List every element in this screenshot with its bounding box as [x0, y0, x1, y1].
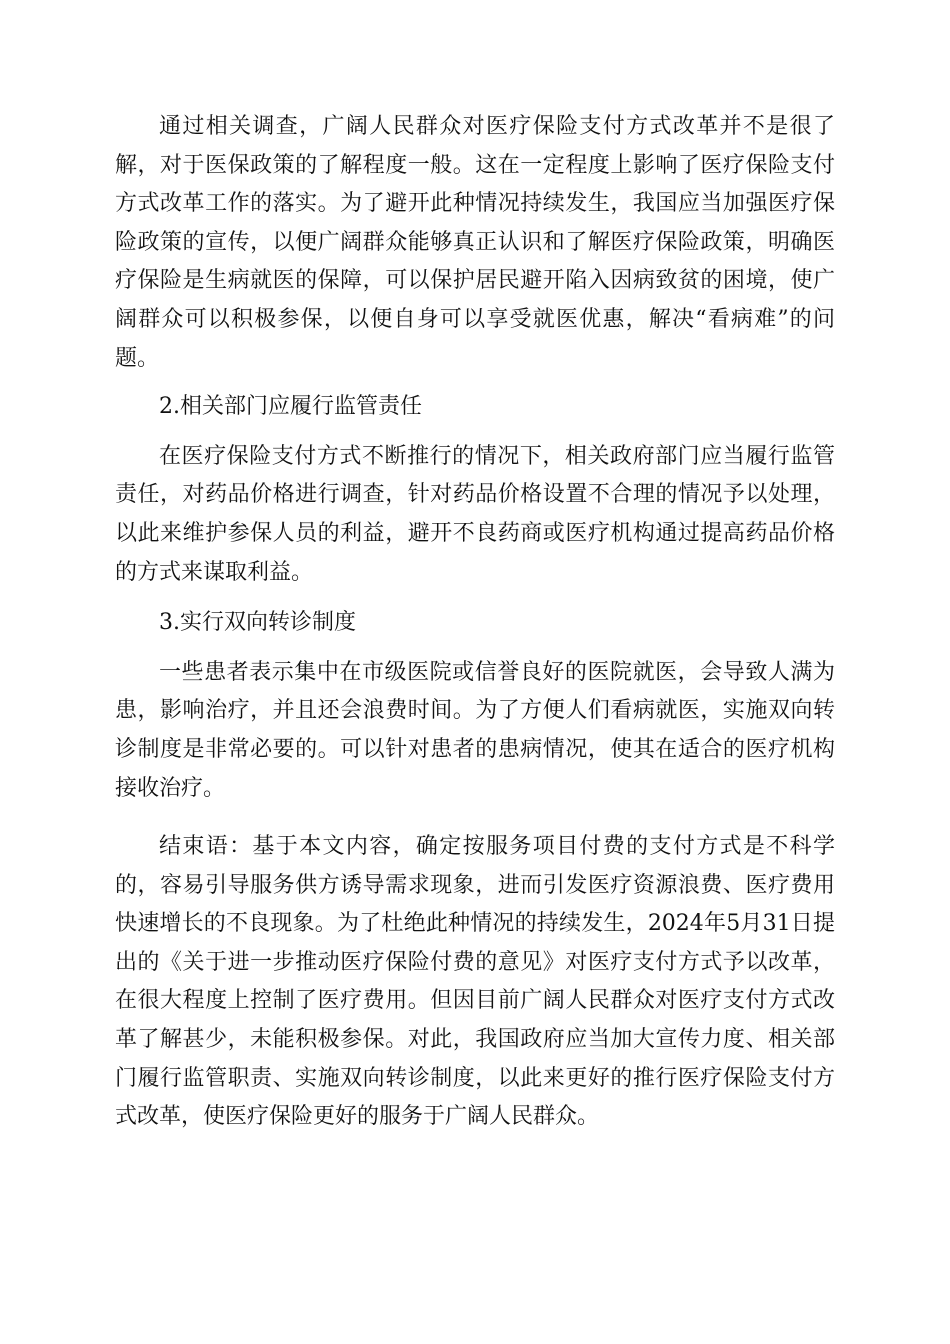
paragraph-referral: 一些患者表示集中在市级医院或信誉良好的医院就医，会导致人满为患，影响治疗，并且还会浪费时间。为了方便人们看病就医，实施双向转诊制度是非常必要的。可以针对患者的患病情况，使其在适合的医疗机构接收治疗。: [115, 659, 835, 801]
section-heading-referral: 3.实行双向转诊制度: [159, 610, 356, 636]
paragraph-supervision: 在医疗保险支付方式不断推行的情况下，相关政府部门应当履行监管责任，对药品价格进行调查，针对药品价格设置不合理的情况予以处理，以此来维护参保人员的利益，避开不良药商或医疗机构通过提高药品价格的方式来谋取利益。: [115, 443, 835, 585]
document-body: [115, 108, 835, 1137]
section-heading-supervision: 2.相关部门应履行监管责任: [159, 394, 422, 420]
paragraph-conclusion: 结束语：基于本文内容，确定按服务项目付费的支付方式是不科学的，容易引导服务供方诱导需求现象，进而引发医疗资源浪费、医疗费用快速增长的不良现象。为了杜绝此种情况的持续发生，2024年5月31日提出的《关于进一步推动医疗保险付费的意见》对医疗支付方式予以改革，在很大程度上控制了医疗费用。但因目前广阔人民群众对医疗支付方式改革了解甚少，未能积极参保。对此，我国政府应当加大宣传力度、相关部门履行监管职责、实施双向转诊制度，以此来更好的推行医疗保险支付方式改革，使医疗保险更好的服务于广阔人民群众。: [115, 834, 835, 1130]
paragraph-insurance-publicity: 通过相关调查，广阔人民群众对医疗保险支付方式改革并不是很了解，对于医保政策的了解程度一般。这在一定程度上影响了医疗保险支付方式改革工作的落实。为了避开此种情况持续发生，我国应当加强医疗保险政策的宣传，以便广阔群众能够真正认识和了解医疗保险政策，明确医疗保险是生病就医的保障，可以保护居民避开陷入因病致贫的困境，使广阔群众可以积极参保，以便自身可以享受就医优惠，解决“看病难”的问题。: [115, 114, 835, 371]
